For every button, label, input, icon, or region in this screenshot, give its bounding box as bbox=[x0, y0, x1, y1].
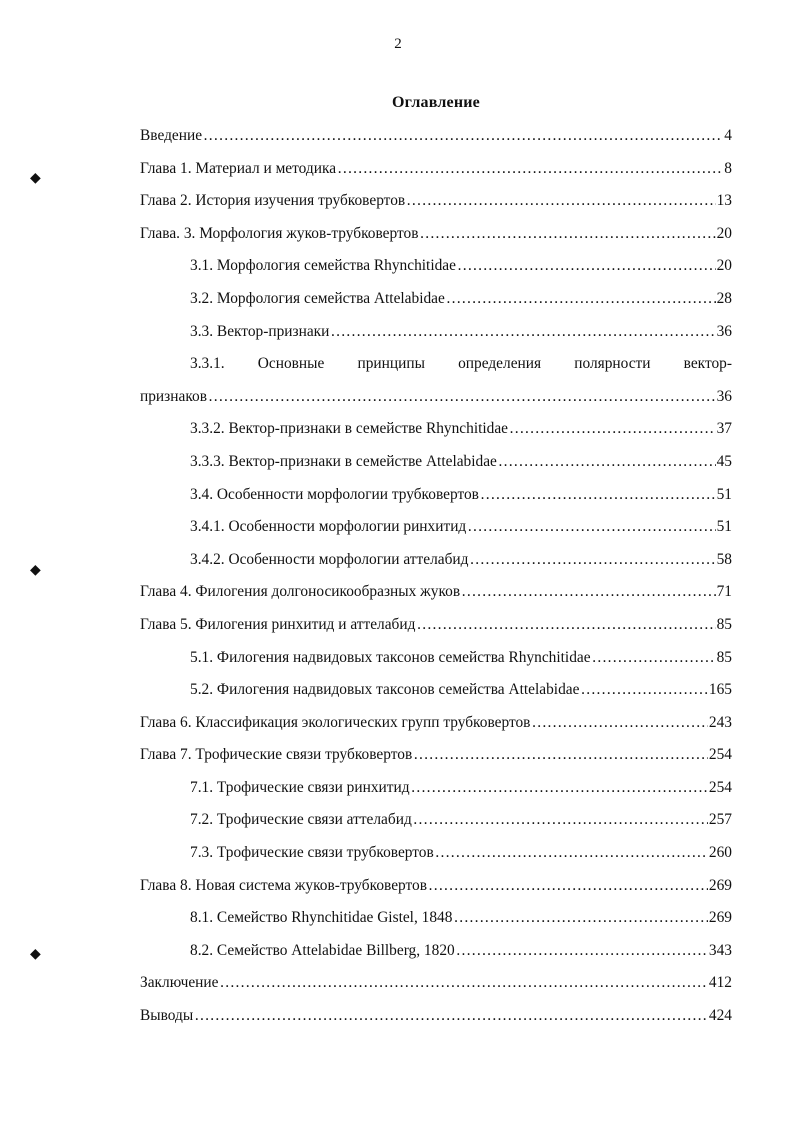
leader-dots bbox=[498, 453, 716, 471]
entry-title: Глава 2. История изучения трубковертов bbox=[140, 192, 406, 210]
entry-page: 45 bbox=[716, 452, 732, 470]
entry-title: Глава 4. Филогения долгоносикообразных жуков bbox=[140, 583, 461, 601]
entry-title: 3.4. Особенности морфологии трубковертов bbox=[190, 485, 479, 503]
toc-entry-introduction bbox=[0, 123, 796, 156]
entry-page: 85 bbox=[716, 615, 732, 633]
entry-page: 4 bbox=[724, 127, 732, 144]
entry-title: Глава 5. Филогения ринхитид и аттелабид bbox=[140, 615, 416, 633]
entry-title: 8.1. Семейство Rhynchitidae Gistel, 1848 bbox=[190, 909, 453, 927]
leader-dots bbox=[531, 714, 707, 732]
leader-dots bbox=[203, 127, 723, 145]
leader-dots bbox=[416, 616, 715, 634]
entry-page: 28 bbox=[716, 289, 732, 307]
entry-page: 37 bbox=[716, 420, 732, 438]
leader-dots bbox=[411, 779, 708, 797]
entry-title: 3.4.2. Особенности морфологии аттелабид bbox=[190, 550, 469, 568]
toc-entry-7-1 bbox=[0, 775, 796, 808]
leader-dots bbox=[467, 518, 715, 536]
toc-entry-chapter-5 bbox=[0, 612, 796, 645]
entry-title: Заключение bbox=[140, 974, 219, 992]
entry-title: 3.3.3. Вектор-признаки в семействе Attelabidae bbox=[190, 452, 497, 470]
leader-dots bbox=[456, 942, 708, 960]
entry-page: 269 bbox=[708, 876, 732, 894]
entry-title: 8.2. Семейство Attelabidae Billberg, 1820 bbox=[190, 941, 455, 959]
entry-page: 20 bbox=[716, 257, 732, 275]
entry-page: 71 bbox=[716, 583, 732, 601]
entry-title: 3.2. Морфология семейства Attelabidae bbox=[190, 289, 445, 307]
entry-page: 257 bbox=[708, 811, 732, 829]
entry-title-line-2: признаков bbox=[140, 387, 207, 405]
leader-dots bbox=[413, 811, 708, 829]
entry-page: 85 bbox=[716, 648, 732, 666]
entry-page: 58 bbox=[716, 550, 732, 568]
leader-dots bbox=[194, 1007, 708, 1025]
leader-dots bbox=[208, 388, 716, 406]
entry-title: 3.3. Вектор-признаки bbox=[190, 322, 330, 340]
leader-dots bbox=[461, 583, 715, 601]
leader-dots bbox=[580, 681, 707, 699]
toc-entry-3-4-2 bbox=[0, 547, 796, 580]
toc-title: Оглавление bbox=[392, 94, 480, 111]
scan-hole-mark-3: ◆ bbox=[30, 947, 41, 962]
toc-entry-7-3 bbox=[0, 840, 796, 873]
toc-entry-chapter-6 bbox=[0, 710, 796, 743]
entry-page: 343 bbox=[708, 941, 732, 959]
entry-page: 260 bbox=[708, 844, 732, 862]
entry-title: Глава 1. Материал и методика bbox=[140, 159, 337, 177]
entry-title: Глава 8. Новая система жуков-трубковертов bbox=[140, 876, 428, 894]
entry-title: Выводы bbox=[140, 1007, 194, 1025]
entry-title: Глава 7. Трофические связи трубковертов bbox=[140, 746, 413, 764]
leader-dots bbox=[446, 290, 716, 308]
entry-page: 51 bbox=[716, 518, 732, 536]
toc-entry-3-1 bbox=[0, 253, 796, 286]
leader-dots bbox=[337, 160, 723, 178]
entry-page: 269 bbox=[708, 909, 732, 927]
toc-entry-chapter-2 bbox=[0, 188, 796, 221]
entry-page: 8 bbox=[724, 159, 732, 177]
toc-entry-3-3-1 bbox=[0, 351, 796, 416]
entry-page: 20 bbox=[716, 224, 732, 242]
toc-entry-findings bbox=[0, 1003, 796, 1036]
entry-title: 3.1. Морфология семейства Rhynchitidae bbox=[190, 257, 456, 275]
toc-entry-8-1 bbox=[0, 905, 796, 938]
leader-dots bbox=[457, 257, 716, 275]
toc-entry-3-4-1 bbox=[0, 514, 796, 547]
toc-entry-5-2 bbox=[0, 677, 796, 710]
entry-page: 13 bbox=[716, 192, 732, 210]
entry-title-line-1: 3.3.1. Основные принципы определения полярности вектор- bbox=[190, 355, 732, 373]
toc-entry-8-2 bbox=[0, 938, 796, 971]
toc-entry-3-2 bbox=[0, 286, 796, 319]
entry-title: Глава 6. Классификация экологических групп трубковертов bbox=[140, 713, 531, 731]
leader-dots bbox=[419, 225, 715, 243]
toc-entry-chapter-8 bbox=[0, 873, 796, 906]
leader-dots bbox=[592, 649, 716, 667]
toc-entry-3-3 bbox=[0, 319, 796, 352]
entry-page: 51 bbox=[716, 485, 732, 503]
leader-dots bbox=[480, 486, 716, 504]
entry-title: 7.2. Трофические связи аттелабид bbox=[190, 811, 412, 829]
toc-entry-chapter-1 bbox=[0, 156, 796, 189]
leader-dots bbox=[453, 909, 707, 927]
toc-entry-conclusion bbox=[0, 970, 796, 1003]
leader-dots bbox=[330, 323, 715, 341]
toc-entry-5-1 bbox=[0, 645, 796, 678]
entry-title: Глава. 3. Морфология жуков-трубковертов bbox=[140, 224, 419, 242]
scan-hole-mark-1: ◆ bbox=[30, 171, 41, 186]
leader-dots bbox=[220, 974, 708, 992]
toc-entry-7-2 bbox=[0, 807, 796, 840]
entry-page: 243 bbox=[708, 713, 732, 731]
entry-page: 254 bbox=[708, 778, 732, 796]
entry-title: 5.2. Филогения надвидовых таксонов семейства Attelabidae bbox=[190, 681, 580, 699]
entry-page: 165 bbox=[708, 681, 732, 699]
leader-dots bbox=[413, 746, 708, 764]
toc-entry-chapter-3 bbox=[0, 221, 796, 254]
leader-dots bbox=[509, 420, 716, 438]
entry-title: 3.4.1. Особенности морфологии ринхитид bbox=[190, 518, 467, 536]
toc-entry-chapter-4 bbox=[0, 579, 796, 612]
table-of-contents bbox=[0, 123, 796, 1036]
toc-entry-3-3-3 bbox=[0, 449, 796, 482]
entry-page: 254 bbox=[708, 746, 732, 764]
page-number: 2 bbox=[394, 36, 402, 52]
entry-title: 7.1. Трофические связи ринхитид bbox=[190, 778, 410, 796]
toc-entry-3-3-2 bbox=[0, 416, 796, 449]
entry-title: 3.3.2. Вектор-признаки в семействе Rhynchitidae bbox=[190, 420, 509, 438]
toc-entry-3-4 bbox=[0, 482, 796, 515]
entry-page: 36 bbox=[716, 387, 732, 405]
entry-title: 5.1. Филогения надвидовых таксонов семейства Rhynchitidae bbox=[190, 648, 591, 666]
entry-page: 424 bbox=[708, 1007, 732, 1025]
leader-dots bbox=[470, 551, 716, 569]
leader-dots bbox=[406, 192, 715, 210]
scan-hole-mark-2: ◆ bbox=[30, 563, 41, 578]
entry-title: Введение bbox=[140, 127, 203, 144]
entry-page: 412 bbox=[708, 974, 732, 992]
leader-dots bbox=[428, 877, 708, 895]
entry-page: 36 bbox=[716, 322, 732, 340]
entry-title: 7.3. Трофические связи трубковертов bbox=[190, 844, 434, 862]
leader-dots bbox=[435, 844, 708, 862]
toc-entry-chapter-7 bbox=[0, 742, 796, 775]
